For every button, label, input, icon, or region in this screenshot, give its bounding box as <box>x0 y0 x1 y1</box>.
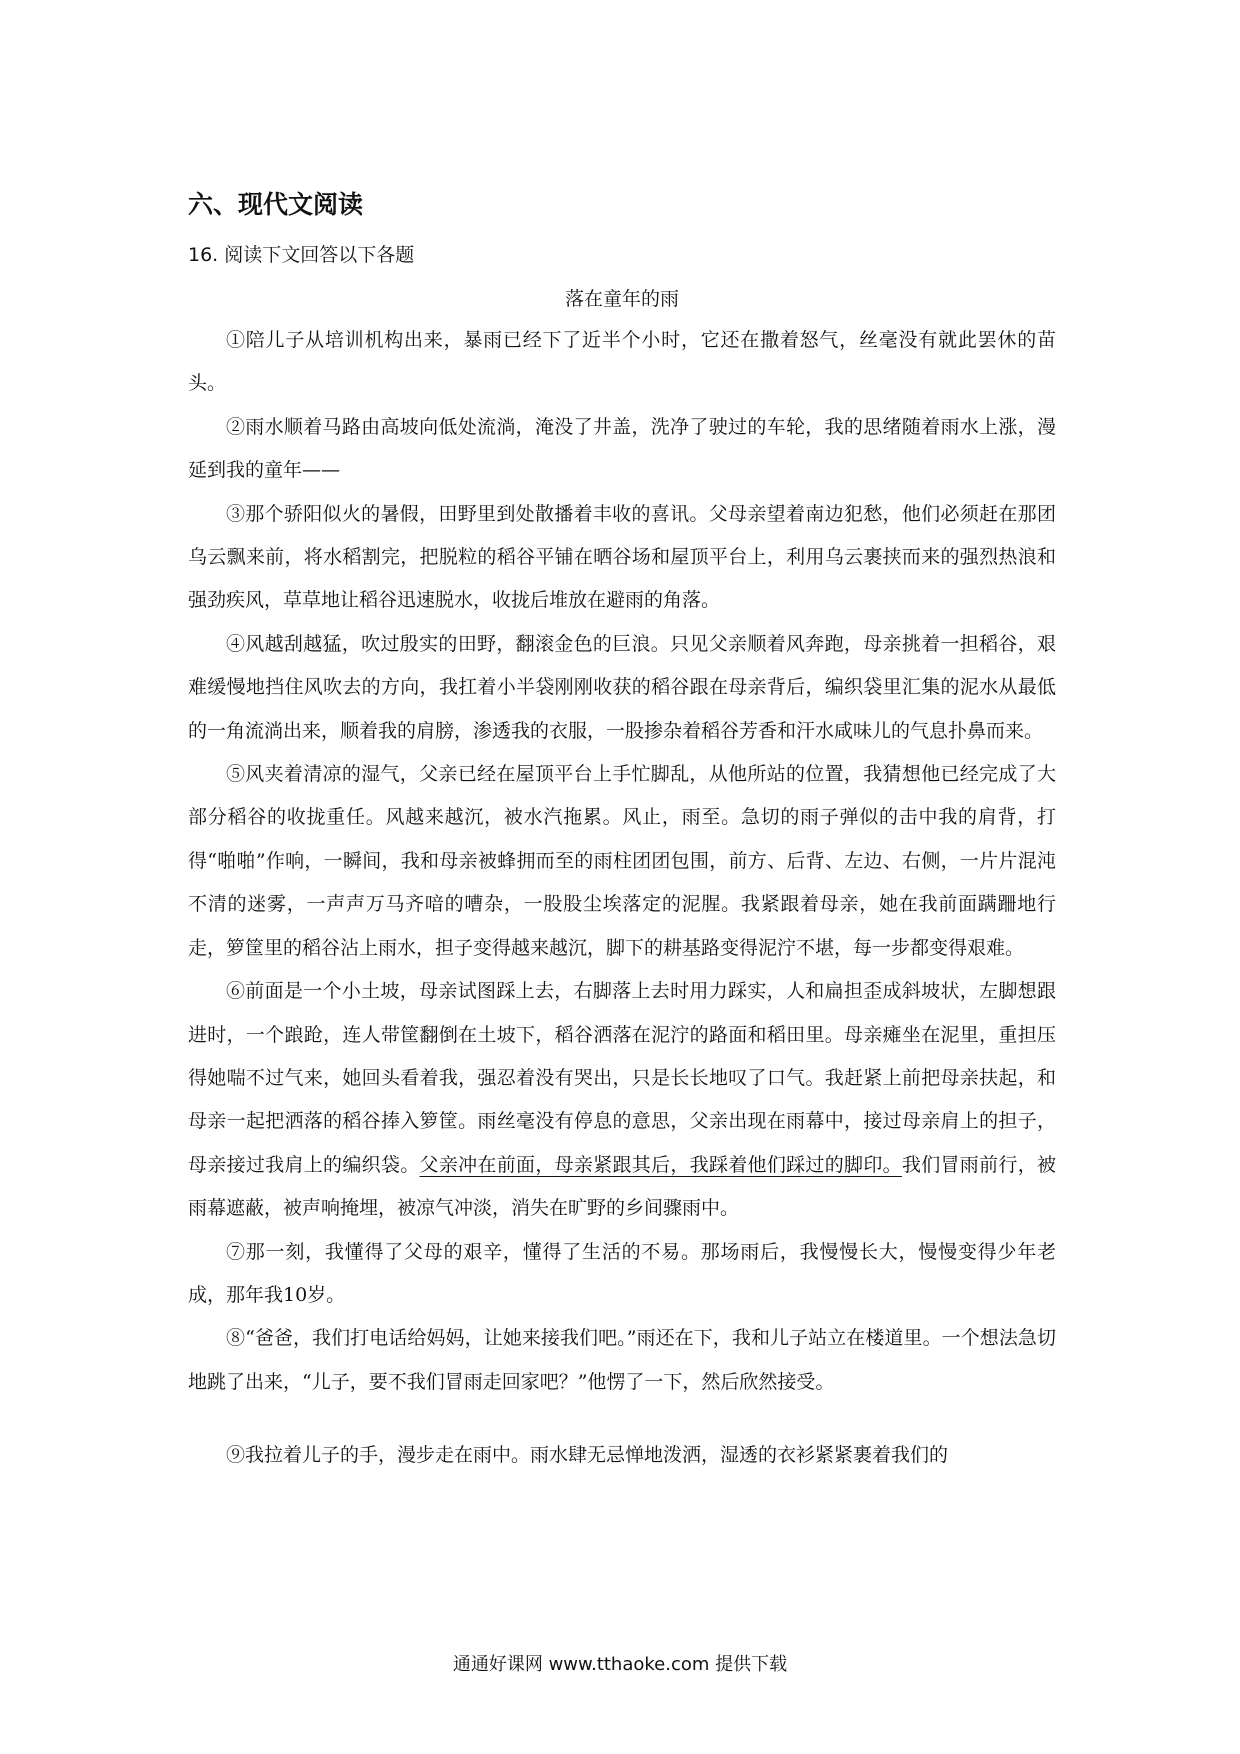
article-body <box>188 319 1056 1478</box>
paragraph-4: ④风越刮越猛，吹过殷实的田野，翻滚金色的巨浪。只见父亲顺着风奔跑，母亲挑着一担稻谷，艰难缓慢地挡住风吹去的方向，我扛着小半袋刚刚收获的稻谷跟在母亲背后，编织袋里汇集的泥水从最低的一角流淌出来，顺着我的肩膀，渗透我的衣服，一股掺杂着稻谷芳香和汗水咸味儿的气息扑鼻而来。 <box>188 632 1056 742</box>
paragraph-2: ②雨水顺着马路由高坡向低处流淌，淹没了井盖，洗净了驶过的车轮，我的思绪随着雨水上涨，漫延到我的童年—— <box>188 415 1056 482</box>
paragraph-6-text-end: 我们冒雨前行，被雨幕遮蔽，被声响掩埋，被凉气冲淡，消失在旷野的乡间骤雨中。 <box>188 1153 1056 1220</box>
paragraph-3: ③那个骄阳似火的暑假，田野里到处散播着丰收的喜讯。父母亲望着南边犯愁，他们必须赶在那团乌云飘来前，将水稻割完，把脱粒的稻谷平铺在晒谷场和屋顶平台上，利用乌云裹挟而来的强烈热浪和强劲疾风，草草地让稻谷迅速脱水，收拢后堆放在避雨的角落。 <box>188 502 1056 612</box>
article-title: 落在童年的雨 <box>564 288 679 310</box>
paragraph-5: ⑤风夹着清凉的湿气，父亲已经在屋顶平台上手忙脚乱，从他所站的位置，我猜想他已经完成了大部分稻谷的收拢重任。风越来越沉，被水汽拖累。风止，雨至。急切的雨子弹似的击中我的肩背，打得“啪啪”作响，一瞬间，我和母亲被蜂拥而至的雨柱团团包围，前方、后背、左边、右侧，一片片混沌不清的迷雾，一声声万马齐喑的嘈杂，一股股尘埃落定的泥腥。我紧跟着母亲，她在我前面蹒跚地行走，箩筐里的稻谷沾上雨水，担子变得越来越沉，脚下的耕基路变得泥泞不堪，每一步都变得艰难。 <box>188 763 1056 959</box>
section-heading: 六、现代文阅读 <box>188 190 364 219</box>
underlined-sentence: 父亲冲在前面，母亲紧跟其后，我踩着他们踩过的脚印。 <box>419 1153 902 1176</box>
paragraph-1: ①陪儿子从培训机构出来，暴雨已经下了近半个小时，它还在撒着怒气，丝毫没有就此罢休的苗头。 <box>188 329 1056 395</box>
paragraph-6 <box>188 970 1056 1230</box>
paragraph-8: ⑧“爸爸，我们打电话给妈妈，让她来接我们吧。”雨还在下，我和儿子站立在楼道里。一个想法急切地跳了出来，“儿子，要不我们冒雨走回家吧？”他愣了一下，然后欣然接受。 <box>188 1327 1056 1393</box>
footer-download-note: 通通好课网 www.tthaoke.com 提供下载 <box>452 1654 788 1675</box>
paragraph-7: ⑦那一刻，我懂得了父母的艰辛，懂得了生活的不易。那场雨后，我慢慢长大，慢慢变得少年老成，那年我10岁。 <box>188 1240 1056 1306</box>
paragraph-6-text-start: ⑥前面是一个小土坡，母亲试图踩上去，右脚落上去时用力踩实，人和扁担歪成斜坡状，左脚想跟进时，一个踉跄，连人带筐翻倒在土坡下，稻谷洒落在泥泞的路面和稻田里。母亲瘫坐在泥里，重担压得她喘不过气来，她回头看着我，强忍着没有哭出，只是长长地叹了口气。我赶紧上前把母亲扶起，和母亲一起把洒落的稻谷捧入箩筐。雨丝毫没有停息的意思，父亲出现在雨幕中，接过母亲肩上的担子，母亲接过我肩上的编织袋。 <box>188 980 1056 1176</box>
question-label: 16. 阅读下文回答以下各题 <box>188 244 415 266</box>
paragraph-9: ⑨我拉着儿子的手，漫步走在雨中。雨水肆无忌惮地泼洒，湿透的衣衫紧紧裹着我们的 <box>226 1444 949 1467</box>
